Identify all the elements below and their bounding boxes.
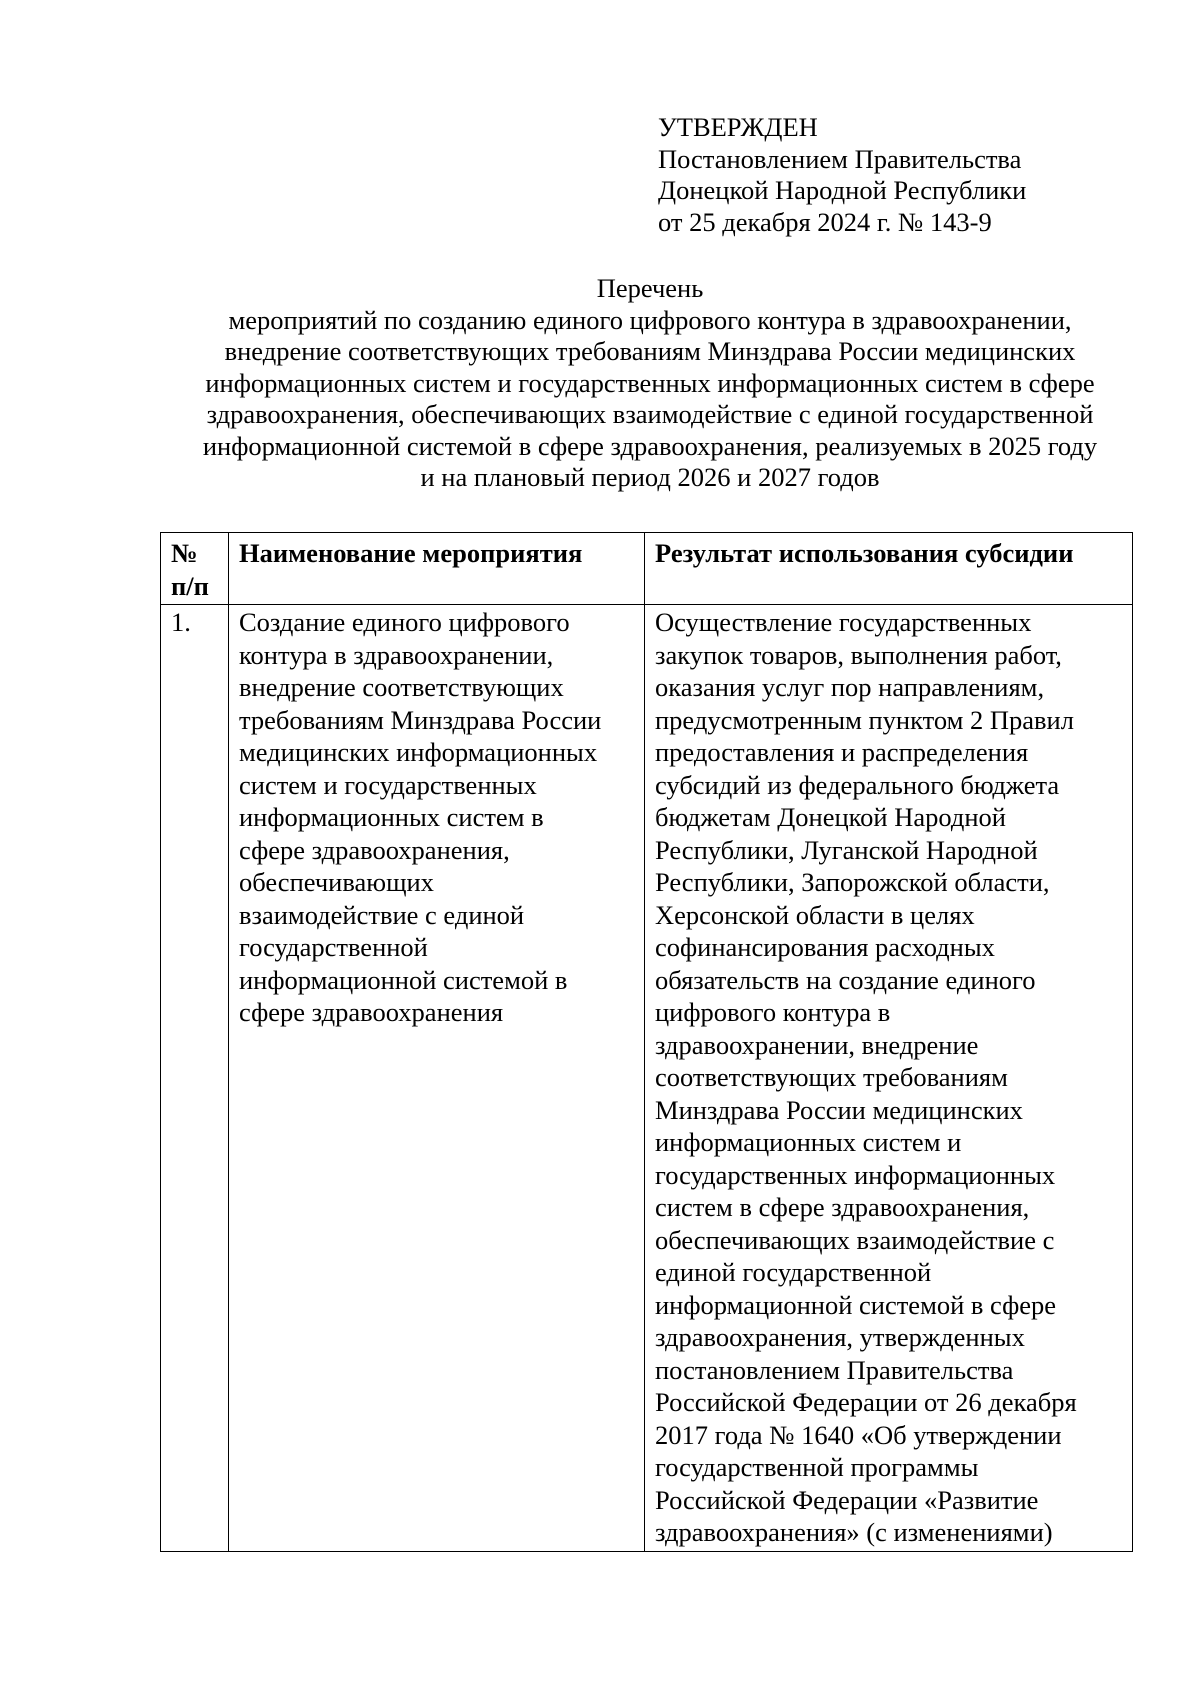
cell-text-line: медицинских информационных — [239, 737, 598, 767]
table-row — [161, 605, 1133, 1552]
cell-text-line: Республики, Луганской Народной — [655, 834, 1038, 865]
cell-text-line: цифрового контура в — [655, 997, 891, 1027]
cell-text-line: субсидий из федерального бюджета — [655, 769, 1060, 800]
cell-text-line: Минздрава России медицинских — [655, 1094, 1023, 1125]
table-header-row — [161, 533, 1133, 605]
cell-text-line: здравоохранения, утвержденных — [655, 1322, 1025, 1352]
cell-text-line: Российской Федерации от 26 декабря — [655, 1387, 1077, 1417]
title-line: мероприятий по созданию единого цифрового контура в здравоохранении, — [228, 304, 1072, 335]
measure-name-text — [239, 606, 636, 1029]
cell-text-line: информационных систем и — [655, 1127, 962, 1157]
approval-government: Донецкой Народной Республики — [658, 175, 1027, 205]
cell-text-line: сфере здравоохранения, — [239, 834, 510, 865]
cell-text-line: единой государственной — [655, 1257, 932, 1287]
cell-text-line: внедрение соответствующих — [239, 672, 564, 702]
approval-stamp — [658, 112, 1026, 238]
cell-text-line: государственной программы — [655, 1452, 979, 1482]
cell-text-line: информационной системой в — [239, 964, 568, 995]
header-number — [161, 533, 229, 605]
cell-text-line: государственной — [239, 932, 428, 962]
cell-text-line: предусмотренным пунктом 2 Правил — [655, 704, 1074, 735]
cell-text-line: обязательств на создание единого — [655, 964, 1036, 995]
cell-text-line: информационных систем в — [239, 802, 544, 832]
header-measure-name: Наименование мероприятия — [229, 533, 645, 605]
approval-status: УТВЕРЖДЕН — [658, 112, 818, 142]
cell-text-line: оказания услуг пор направлениям, — [655, 672, 1045, 702]
cell-text-line: закупок товаров, выполнения работ, — [655, 639, 1062, 670]
cell-text-line: систем в сфере здравоохранения, — [655, 1192, 1030, 1222]
cell-text-line: здравоохранения» (с изменениями) — [655, 1517, 1053, 1547]
cell-text-line: сфере здравоохранения — [239, 997, 504, 1027]
title-line: здравоохранения, обеспечивающих взаимодействие с единой государственной — [206, 399, 1094, 429]
approval-authority: Постановлением Правительства — [658, 143, 1022, 174]
row-number: 1. — [161, 605, 229, 1552]
approval-date-number: от 25 декабря 2024 г. № 143-9 — [658, 206, 992, 237]
cell-text-line: обеспечивающих — [239, 867, 434, 897]
cell-text-line: бюджетам Донецкой Народной — [655, 802, 1006, 832]
cell-text-line: требованиям Минздрава России — [239, 704, 602, 735]
title-line: информационной системой в сфере здравоохранения, реализуемых в 2025 году — [202, 430, 1098, 461]
header-number-sign: № — [171, 538, 198, 568]
cell-text-line: Создание единого цифрового — [239, 607, 570, 637]
header-number-abbr: п/п — [171, 570, 209, 601]
row-measure-name — [229, 605, 645, 1552]
title-line: и на плановый период 2026 и 2027 годов — [420, 462, 880, 492]
cell-text-line: Российской Федерации «Развитие — [655, 1484, 1039, 1515]
cell-text-line: софинансирования расходных — [655, 932, 995, 962]
cell-text-line: обеспечивающих взаимодействие с — [655, 1224, 1055, 1255]
cell-text-line: Херсонской области в целях — [655, 899, 975, 930]
cell-text-line: государственных информационных — [655, 1159, 1056, 1190]
cell-text-line: здравоохранении, внедрение — [655, 1029, 979, 1060]
document-title — [150, 273, 1150, 494]
subsidy-result-text — [655, 606, 1124, 1549]
cell-text-line: 2017 года № 1640 «Об утверждении — [655, 1419, 1062, 1450]
cell-text-line: взаимодействие с единой — [239, 899, 525, 930]
cell-text-line: информационной системой в сфере — [655, 1289, 1057, 1320]
cell-text-line: Осуществление государственных — [655, 607, 1032, 637]
measures-table — [160, 532, 1133, 1552]
title-heading: Перечень — [596, 273, 704, 303]
row-subsidy-result — [645, 605, 1133, 1552]
cell-text-line: постановлением Правительства — [655, 1354, 1014, 1385]
cell-text-line: соответствующих требованиям — [655, 1062, 1008, 1092]
header-subsidy-result: Результат использования субсидии — [645, 533, 1133, 605]
title-line: информационных систем и государственных информационных систем в сфере — [205, 367, 1095, 398]
cell-text-line: контура в здравоохранении, — [239, 639, 554, 670]
cell-text-line: предоставления и распределения — [655, 737, 1029, 767]
cell-text-line: Республики, Запорожской области, — [655, 867, 1050, 897]
cell-text-line: систем и государственных — [239, 769, 537, 800]
title-line: внедрение соответствующих требованиям Минздрава России медицинских — [224, 336, 1076, 366]
